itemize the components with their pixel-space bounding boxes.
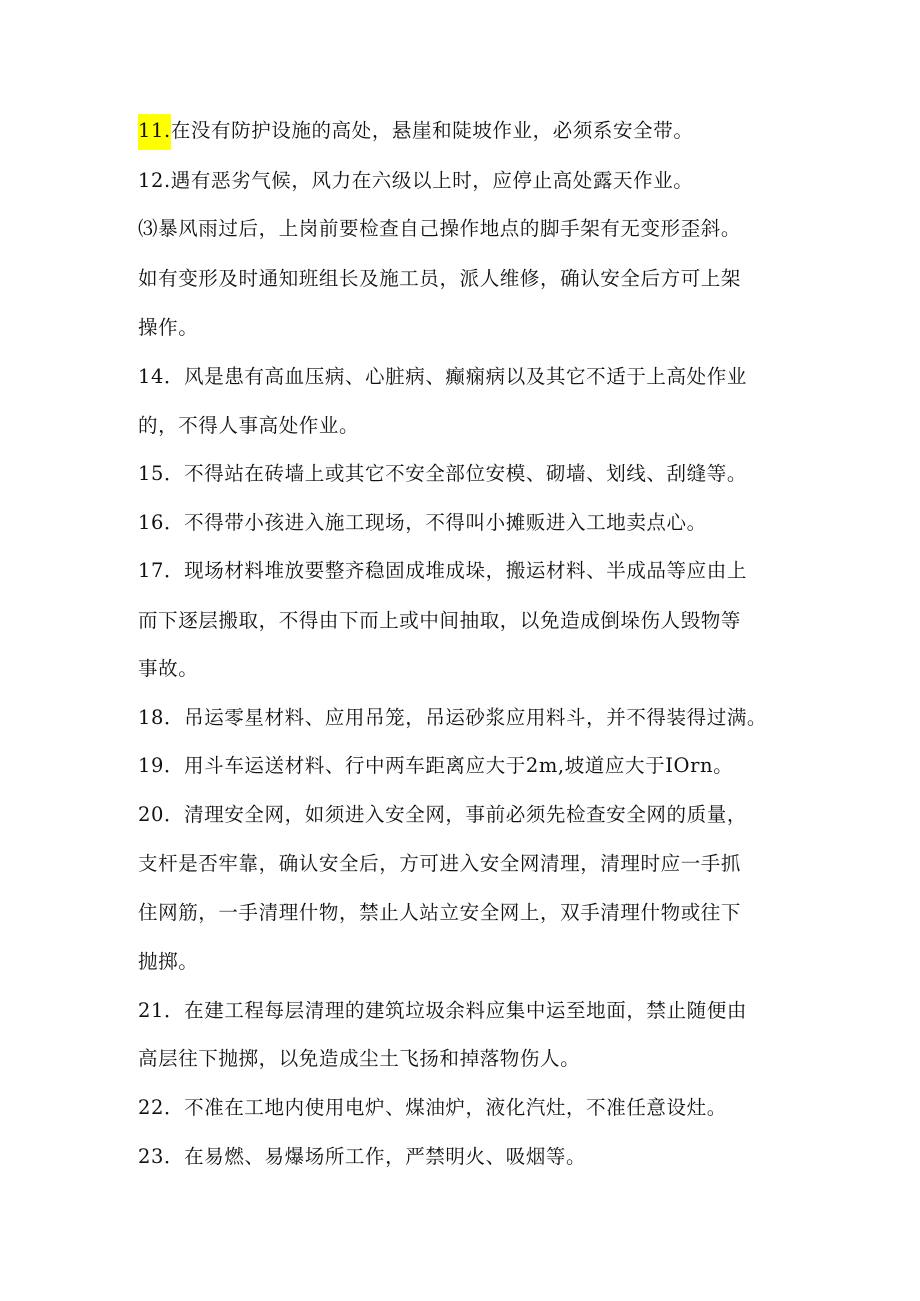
paragraph-line-16: 16．不得带小孩进入施工现场，不得叫小摊贩进入工地卖点心。: [138, 511, 707, 534]
paragraph-line-17b: 而下逐层搬取，不得由下而上或中间抽取，以免造成倒垛伤人毁物等: [138, 609, 742, 632]
paragraph-line-20b: 支杆是否牢靠，确认安全后，方可进入安全网清理，清理时应一手抓: [138, 852, 742, 875]
paragraph-line-11: [138, 118, 798, 144]
paragraph-line-19: 19．用斗车运送材料、行中两车距离应大于2m,坡道应大于IOrn。: [138, 754, 734, 777]
paragraph-line-14b: 的，不得人事高处作业。: [138, 414, 360, 437]
paragraph-line-15: 15．不得站在砖墙上或其它不安全部位安模、砌墙、划线、刮缝等。: [138, 462, 747, 485]
paragraph-line-13a: ⑶暴风雨过后，上岗前要检查自己操作地点的脚手架有无变形歪斜。: [138, 217, 742, 240]
paragraph-line-17a: 17．现场材料堆放要整齐稳固成堆成垛，搬运材料、半成品等应由上: [138, 559, 747, 582]
paragraph-line-17c: 事故。: [138, 657, 199, 680]
paragraph-line-20c: 住网筋，一手清理什物，禁止人站立安全网上，双手清理什物或往下: [138, 901, 742, 924]
paragraph-line-23: 23．在易燃、易爆场所工作，严禁明火、吸烟等。: [138, 1145, 587, 1168]
line-text: 在没有防护设施的高处，悬崖和陡坡作业，必须系安全带。: [170, 119, 694, 142]
paragraph-line-12: 12.遇有恶劣气候，风力在六级以上时，应停止高处露天作业。: [138, 169, 694, 192]
paragraph-line-13c: 操作。: [138, 316, 199, 339]
paragraph-line-18: 18．吊运零星材料、应用吊笼，吊运砂浆应用料斗，并不得装得过满。: [138, 706, 768, 729]
paragraph-line-21b: 高层往下抛掷，以免造成尘土飞扬和掉落物伤人。: [138, 1047, 581, 1070]
paragraph-line-22: 22．不准在工地内使用电炉、煤油炉，液化汽灶，不准任意设灶。: [138, 1096, 727, 1119]
highlighted-item-number: 11.: [138, 114, 171, 150]
paragraph-line-14a: 14．风是患有高血压病、心脏病、癫痫病以及其它不适于上高处作业: [138, 365, 747, 388]
paragraph-line-20a: 20．清理安全网，如须进入安全网，事前必须先检查安全网的质量，: [138, 803, 747, 826]
paragraph-line-13b: 如有变形及时通知班组长及施工员，派人维修，确认安全后方可上架: [138, 267, 742, 290]
paragraph-line-20d: 抛掷。: [138, 950, 199, 973]
paragraph-line-21a: 21．在建工程每层清理的建筑垃圾余料应集中运至地面，禁止随便由: [138, 999, 747, 1022]
